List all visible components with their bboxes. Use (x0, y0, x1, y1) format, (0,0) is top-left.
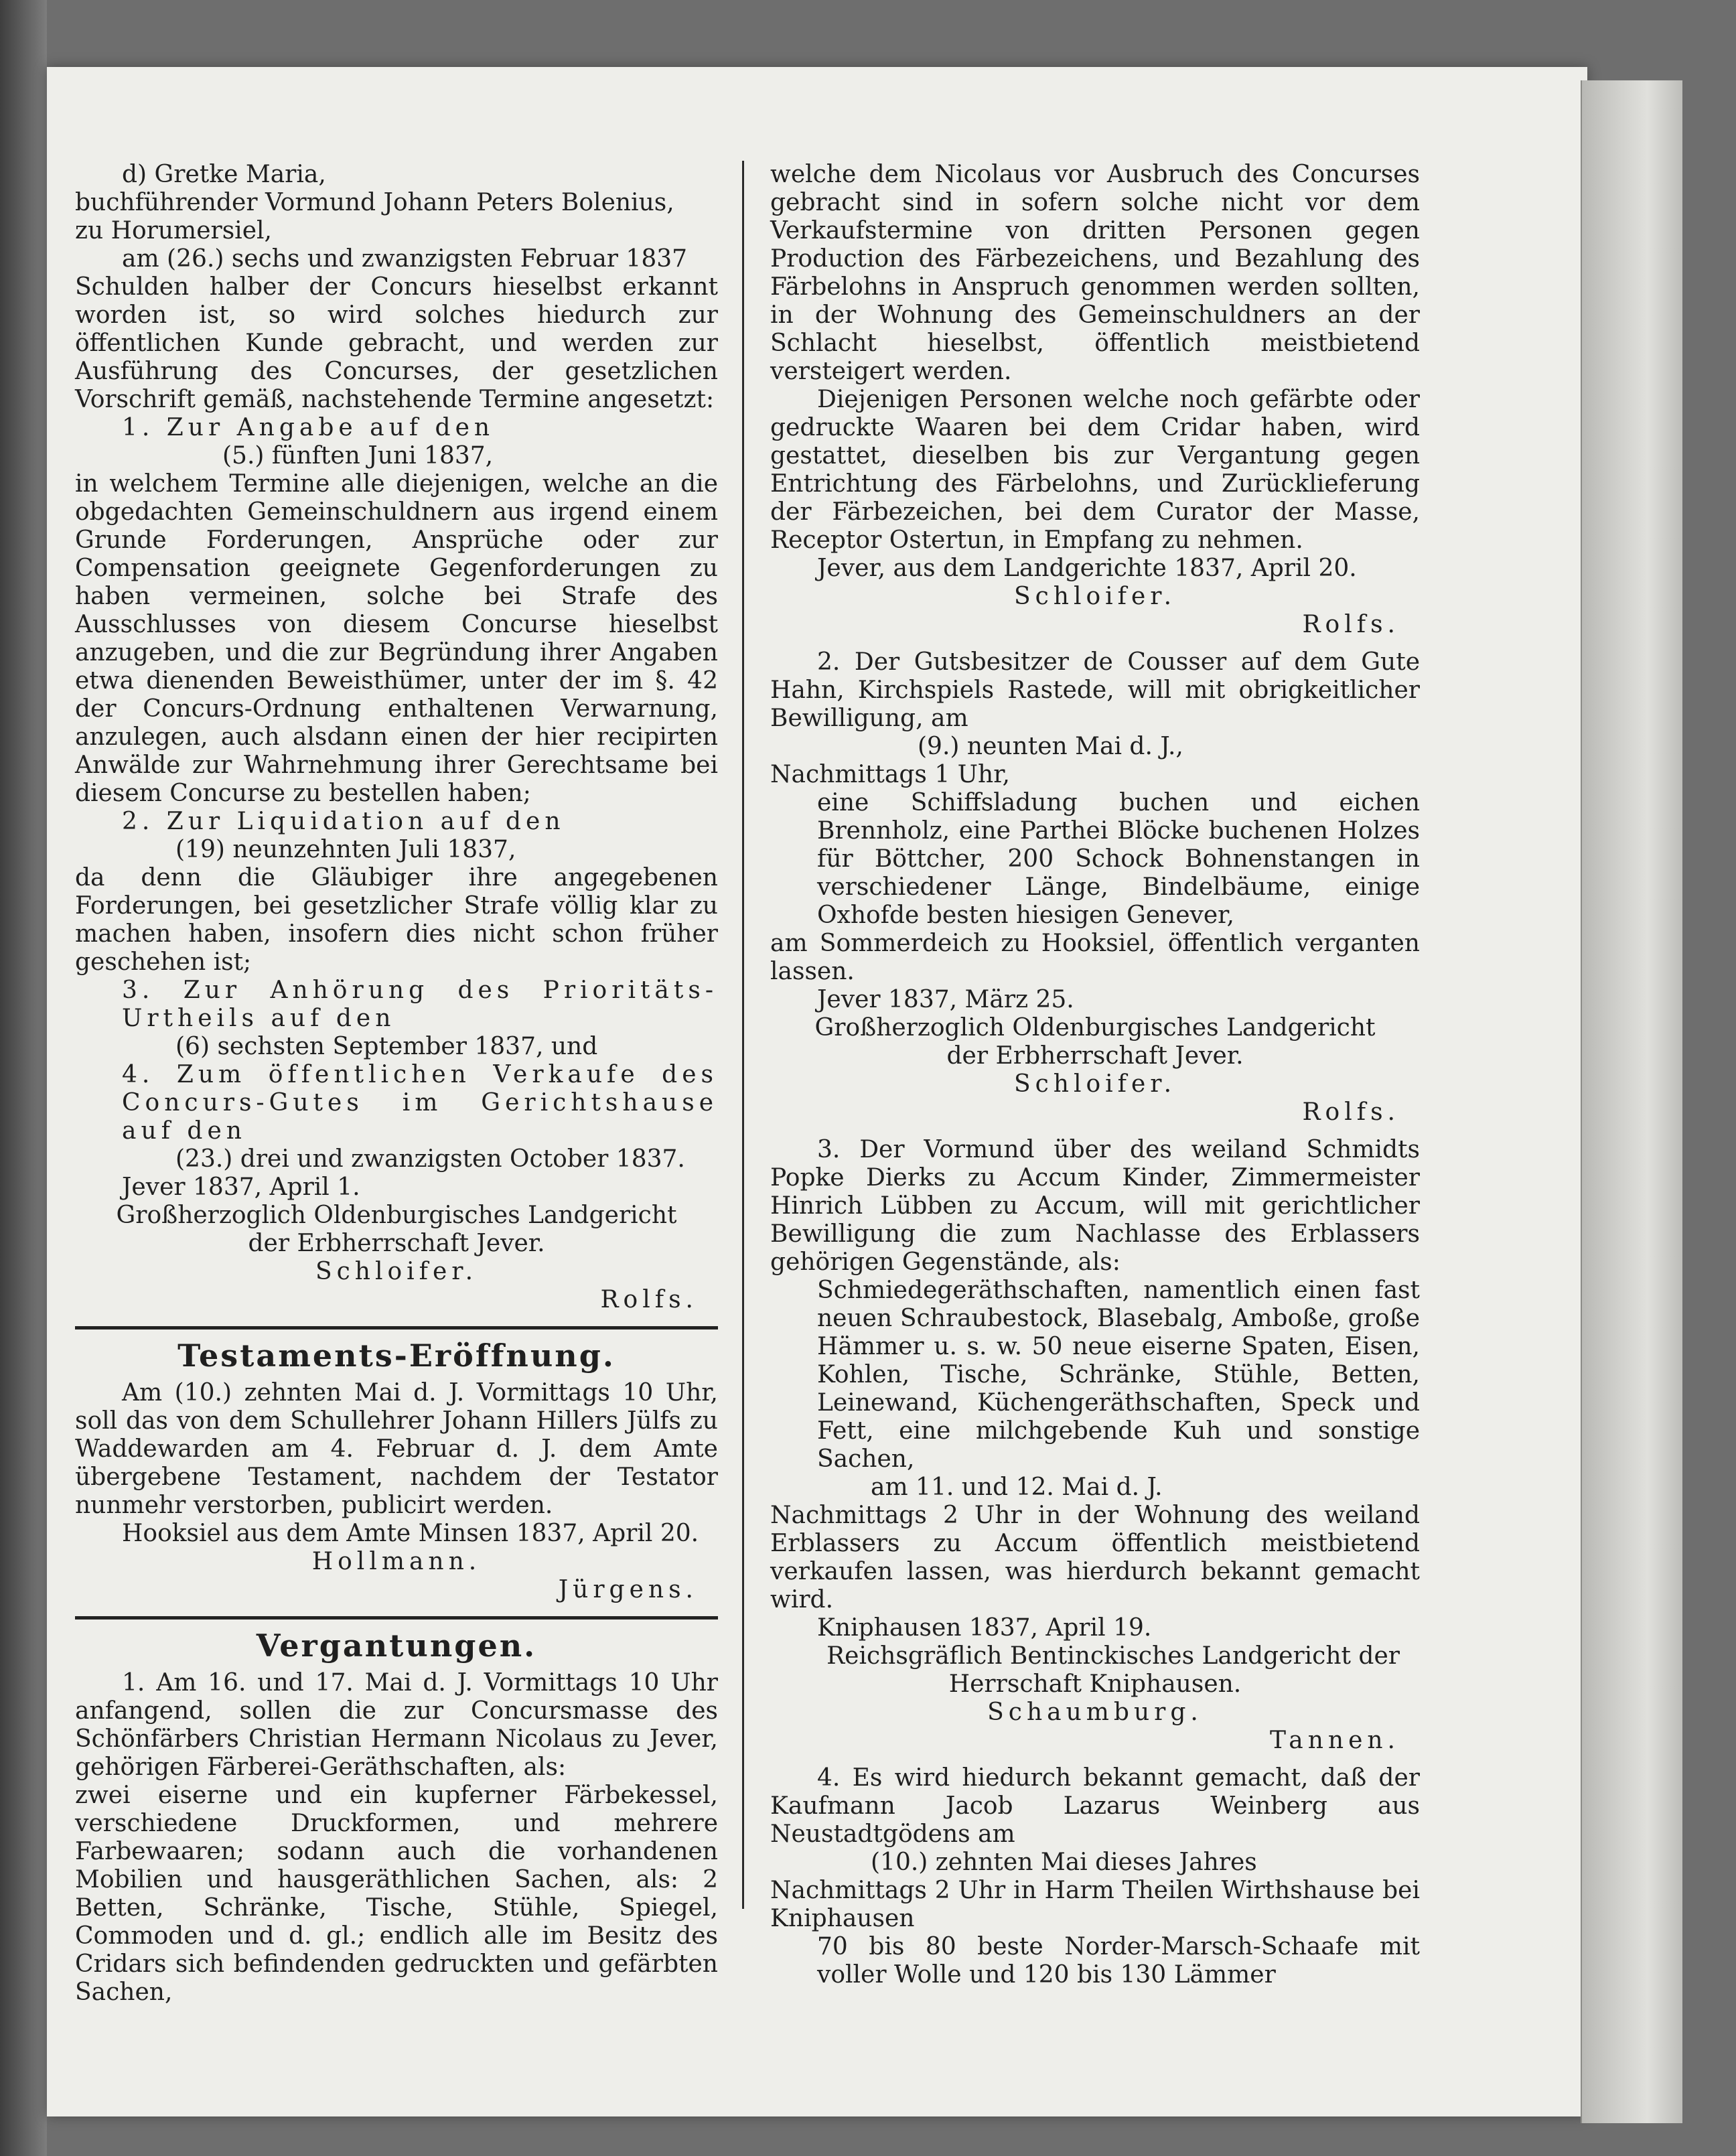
text-paragraph: (6) sechsten September 1837, und (175, 1033, 598, 1060)
text-paragraph: (23.) drei und zwanzigsten October 1837. (175, 1145, 685, 1173)
text-paragraph: buchführender Vormund Johann Peters Bolenius, (75, 189, 674, 216)
left-column (75, 161, 718, 2007)
text-paragraph: Schulden halber der Concurs hieselbst erkannt worden ist, so wird solches hiedurch zur öffentlichen Kunde gebracht, und werden zur Ausführung des Concurses, der gesetzlichen Vorschrift gemäß, nachstehende Termine angesetzt: (75, 273, 718, 413)
text-paragraph: 2. Zur Liquidation auf den (122, 808, 565, 835)
text-paragraph: Herrschaft Kniphausen. (948, 1670, 1242, 1698)
right-column (770, 161, 1420, 1989)
text-paragraph: 3. Der Vormund über des weiland Schmidts Popke Dierks zu Accum Kinder, Zimmermeister Hinrich Lübben zu Accum, will mit gerichtlicher Bewilligung die zum Nachlasse des Erblassers gehörigen Gegenstände, als: (770, 1136, 1420, 1276)
text-paragraph: 3. Zur Anhörung des Prioritäts-Urtheils auf den (122, 977, 718, 1032)
text-paragraph: Hooksiel aus dem Amte Minsen 1837, April 20. (122, 1520, 699, 1547)
text-paragraph: da denn die Gläubiger ihre angegebenen Forderungen, bei gesetzlicher Strafe völlig klar zu machen haben, insofern dies nicht schon früher geschehen ist; (75, 864, 718, 976)
text-paragraph: (19) neunzehnten Juli 1837, (175, 836, 516, 863)
vergantungen-notice-1 (75, 1669, 718, 2007)
text-paragraph: (10.) zehnten Mai dieses Jahres (871, 1849, 1257, 1876)
vergantungen-heading: Vergantungen. (256, 1628, 537, 1664)
section-divider (75, 1616, 718, 1620)
text-paragraph: Schmiedegeräthschaften, namentlich einen fast neuen Schraubestock, Blasebalg, Amboße, große Hämmer u. s. w. 50 neue eiserne Spaten, Eisen, Kohlen, Tische, Schränke, Stühle, Betten, Leinewand, Küchengeräthschaften, Speck und Fett, eine milchgebende Kuh und sonstige Sachen, (817, 1277, 1420, 1473)
text-paragraph: Jever, aus dem Landgerichte 1837, April 20. (817, 555, 1357, 582)
text-paragraph: Nachmittags 1 Uhr, (770, 761, 1010, 788)
text-paragraph: Schloifer. (1013, 583, 1177, 610)
text-paragraph: Tannen. (1270, 1727, 1400, 1754)
spacer (770, 1127, 1420, 1136)
spacer (770, 1755, 1420, 1764)
text-paragraph: 1. Zur Angabe auf den (122, 414, 495, 441)
testament-notice (75, 1379, 718, 1604)
text-paragraph: eine Schiffsladung buchen und eichen Brennholz, eine Parthei Blöcke buchenen Holzes für Böttcher, 200 Schock Bohnenstangen in verschiedener Länge, Bindelbäume, einige Oxhofde besten hiesigen Genever, (817, 789, 1420, 929)
vergantungen-notice-1-continued (770, 161, 1420, 639)
text-paragraph: Jürgens. (558, 1576, 698, 1603)
text-paragraph: Jever 1837, März 25. (817, 986, 1074, 1013)
text-paragraph: 2. Der Gutsbesitzer de Cousser auf dem Gute Hahn, Kirchspiels Rastede, will mit obrigkeitlicher Bewilligung, am (770, 648, 1420, 732)
text-paragraph: Schaumburg. (987, 1699, 1203, 1726)
binding-shadow (0, 0, 47, 2156)
vergantungen-notice-2 (770, 648, 1420, 1127)
testament-heading: Testaments-Eröffnung. (177, 1338, 616, 1374)
vergantungen-notice-3 (770, 1136, 1420, 1755)
concurs-intro (75, 161, 718, 414)
text-paragraph: der Erbherrschaft Jever. (946, 1042, 1244, 1070)
text-paragraph: Rolfs. (600, 1286, 698, 1313)
text-paragraph: 1. Am 16. und 17. Mai d. J. Vormittags 10 Uhr anfangend, sollen die zur Concursmasse des Schönfärbers Christian Hermann Nicolaus zu Jever, gehörigen Färberei-Geräthschaften, als: (75, 1669, 718, 1781)
text-paragraph: Hollmann. (311, 1548, 482, 1575)
text-paragraph: Nachmittags 2 Uhr in Harm Theilen Wirthshause bei Kniphausen (770, 1877, 1420, 1932)
text-paragraph: 70 bis 80 beste Norder-Marsch-Schaafe mit voller Wolle und 120 bis 130 Lämmer (817, 1933, 1420, 1989)
text-paragraph: welche dem Nicolaus vor Ausbruch des Concurses gebracht sind in sofern solche nicht vor dem Verkaufstermine von dritten Personen gegen Production des Färbezeichens, und Bezahlung des Färbelohns in Anspruch genommen werden sollten, in der Wohnung des Gemeinschuldners an der Schlacht hieselbst, öffentlich meistbietend versteigert werden. (770, 161, 1420, 385)
text-paragraph: Reichsgräflich Bentinckisches Landgericht der (826, 1642, 1400, 1670)
vergantungen-notice-4 (770, 1764, 1420, 1989)
column-divider (742, 161, 744, 1909)
text-paragraph: der Erbherrschaft Jever. (248, 1230, 545, 1257)
text-paragraph: Schloifer. (315, 1258, 478, 1285)
text-paragraph: Kniphausen 1837, April 19. (817, 1614, 1152, 1642)
concurs-terms (75, 414, 718, 1173)
text-paragraph: Großherzoglich Oldenburgisches Landgericht (116, 1202, 677, 1229)
text-paragraph: am Sommerdeich zu Hooksiel, öffentlich verganten lassen. (770, 930, 1420, 985)
text-paragraph: zu Horumersiel, (75, 217, 272, 244)
text-paragraph: Am (10.) zehnten Mai d. J. Vormittags 10 Uhr, soll das von dem Schullehrer Johann Hillers Jülfs zu Waddewarden am 4. Februar d. J. dem Amte übergebene Testament, nachdem der Testator nunmehr verstorben, publicirt werden. (75, 1379, 718, 1519)
text-paragraph: am 11. und 12. Mai d. J. (871, 1474, 1163, 1501)
text-paragraph: Diejenigen Personen welche noch gefärbte oder gedruckte Waaren bei dem Cridar haben, wird gestattet, dieselben bis zur Vergantung gegen Entrichtung des Färbelohns, und Zurücklieferung der Färbezeichen, bei dem Curator der Masse, Receptor Ostertun, in Empfang zu nehmen. (770, 386, 1420, 554)
section-divider (75, 1326, 718, 1329)
text-paragraph: am (26.) sechs und zwanzigsten Februar 1837 (122, 245, 688, 273)
text-paragraph: (5.) fünften Juni 1837, (222, 442, 494, 470)
text-paragraph: Rolfs. (1302, 1098, 1400, 1126)
text-paragraph: (9.) neunten Mai d. J., (918, 733, 1183, 760)
text-paragraph: d) Gretke Maria, (122, 161, 326, 188)
text-paragraph: Schloifer. (1013, 1070, 1177, 1098)
text-paragraph: 4. Es wird hiedurch bekannt gemacht, daß der Kaufmann Jacob Lazarus Weinberg aus Neustadtgödens am (770, 1764, 1420, 1848)
spacer (770, 639, 1420, 648)
text-paragraph: Nachmittags 2 Uhr in der Wohnung des weiland Erblassers zu Accum öffentlich meistbietend verkaufen lassen, was hierdurch bekannt gemacht wird. (770, 1502, 1420, 1613)
text-paragraph: Jever 1837, April 1. (122, 1173, 360, 1201)
text-paragraph: 4. Zum öffentlichen Verkaufe des Concurs-Gutes im Gerichtshause auf den (122, 1061, 718, 1145)
concurs-signature (75, 1173, 718, 1314)
text-paragraph: zwei eiserne und ein kupferner Färbekessel, verschiedene Druckformen, und mehrere Farbewaaren; sodann auch die vorhandenen Mobilien und hausgeräthlichen Sachen, als: 2 Betten, Schränke, Tische, Stühle, Spiegel, Commoden und d. gl.; endlich alle im Besitz des Cridars sich befindenden gedruckten und gefärbten Sachen, (75, 1782, 718, 2006)
text-paragraph: Großherzoglich Oldenburgisches Landgericht (814, 1014, 1376, 1041)
page-stack-edge (1581, 80, 1682, 2123)
text-paragraph: Rolfs. (1302, 611, 1400, 638)
text-paragraph: in welchem Termine alle diejenigen, welche an die obgedachten Gemeinschuldnern aus irgend einem Grunde Forderungen, Ansprüche oder zur Compensation geeignete Gegenforderungen zu haben vermeinen, solche bei Strafe des Ausschlusses von diesem Concurse hieselbst anzugeben, und die zur Begründung ihrer Angaben etwa dienenden Beweisthümer, unter der im §. 42 der Concurs-Ordnung enthaltenen Verwarnung, anzulegen, auch alsdann einen der hier recipirten Anwälde zur Wahrnehmung ihrer Gerechtsame bei diesem Concurse zu bestellen haben; (75, 470, 718, 807)
